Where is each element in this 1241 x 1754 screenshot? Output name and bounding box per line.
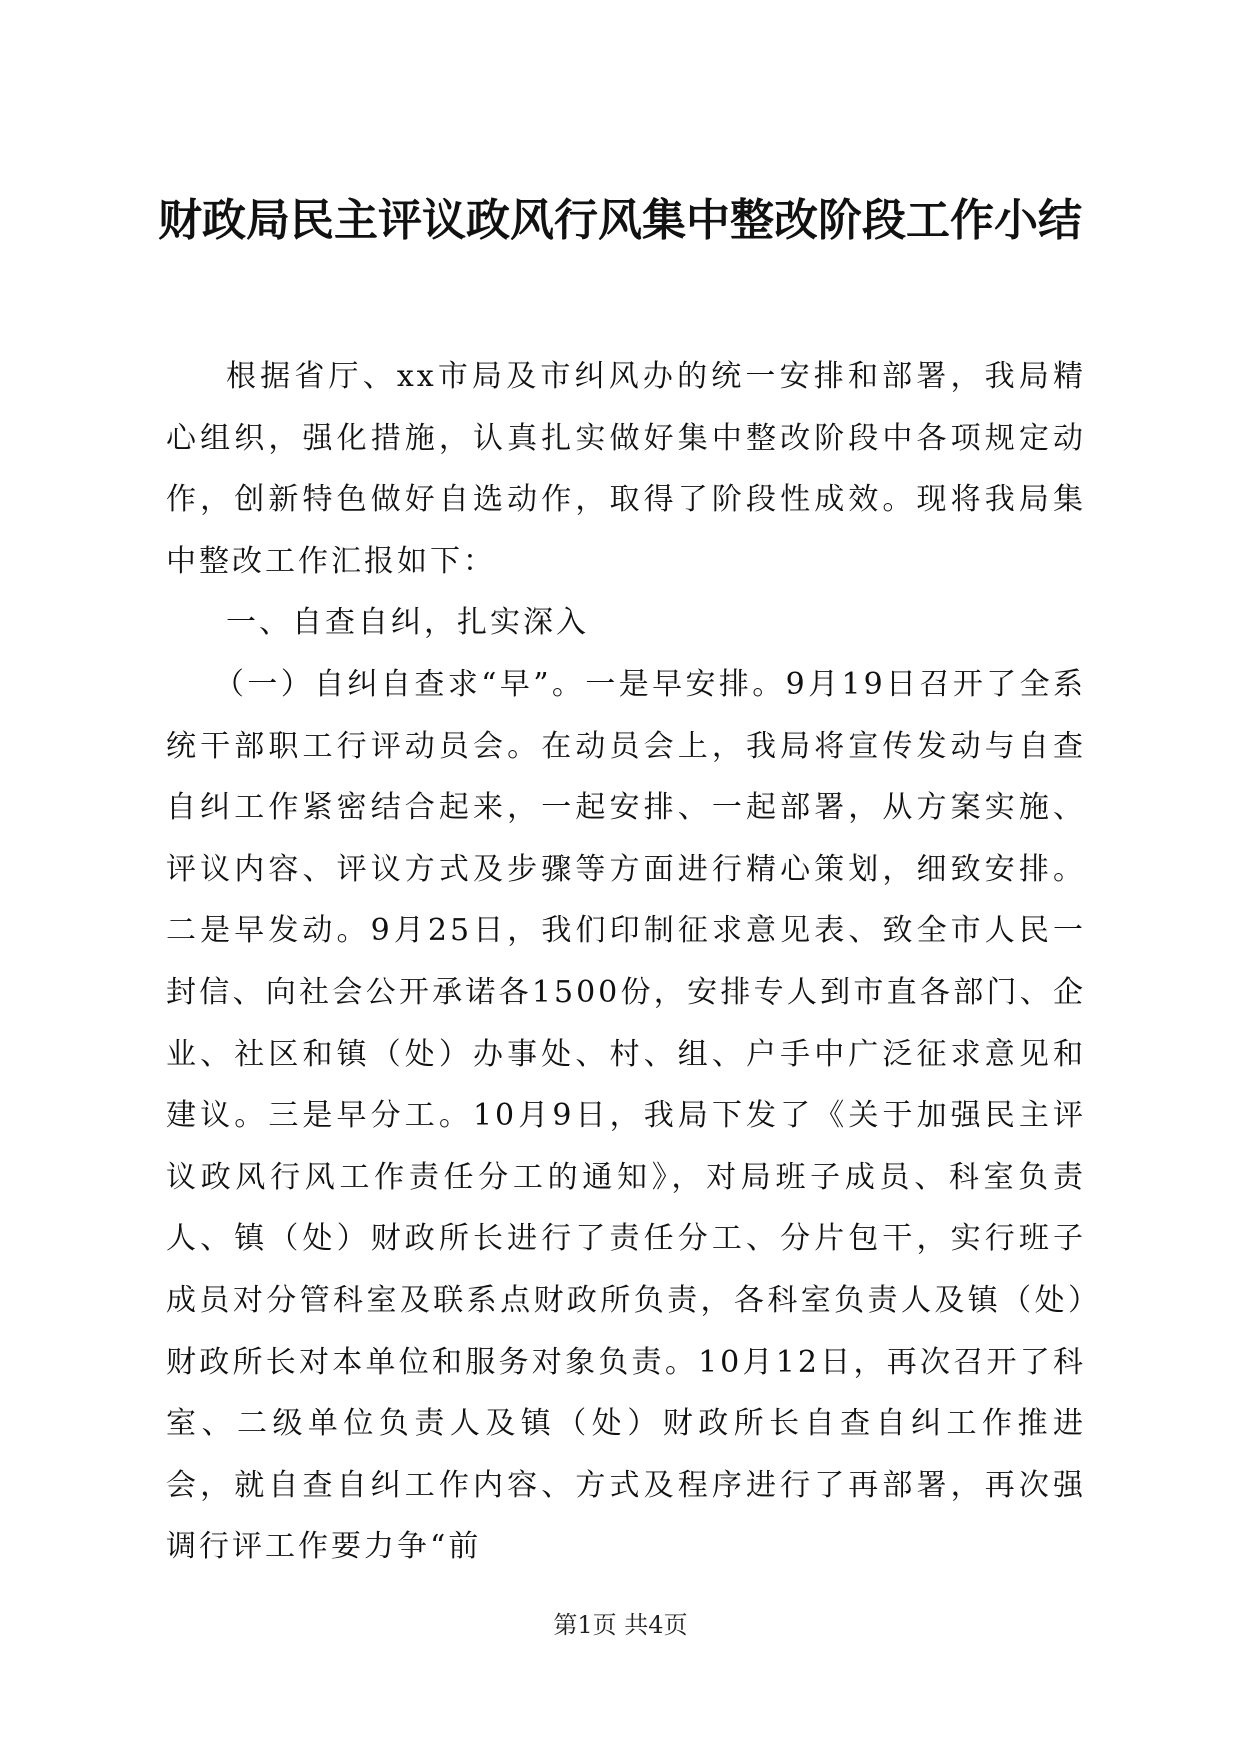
document-body xyxy=(166,346,1086,1578)
page-number: 第1页 共4页 xyxy=(553,1611,688,1639)
intro-paragraph: 根据省厅、xx市局及市纠风办的统一安排和部署，我局精心组织，强化措施，认真扎实做好集中整改阶段中各项规定动作，创新特色做好自选动作，取得了阶段性成效。现将我局集中整改工作汇报如下： xyxy=(166,359,1086,579)
section-heading: 一、自查自纠，扎实深入 xyxy=(226,605,589,641)
document-title: 财政局民主评议政风行风集中整改阶段工作小结 xyxy=(158,195,1082,246)
body-paragraph: （一）自纠自查求“早”。一是早安排。9月19日召开了全系统干部职工行评动员会。在动员会上，我局将宣传发动与自查自纠工作紧密结合起来，一起安排、一起部署，从方案实施、评议内容、评议方式及步骤等方面进行精心策划，细致安排。二是早发动。9月25日，我们印制征求意见表、致全市人民一封信、向社会公开承诺各1500份，安排专人到市直各部门、企业、社区和镇（处）办事处、村、组、户手中广泛征求意见和建议。三是早分工。10月9日，我局下发了《关于加强民主评议政风行风工作责任分工的通知》，对局班子成员、科室负责人、镇（处）财政所长进行了责任分工、分片包干，实行班子成员对分管科室及联系点财政所负责，各科室负责人及镇（处）财政所长对本单位和服务对象负责。10月12日，再次召开了科室、二级单位负责人及镇（处）财政所长自查自纠工作推进会，就自查自纠工作内容、方式及程序进行了再部署，再次强调行评工作要力争“前 xyxy=(166,666,1086,1565)
